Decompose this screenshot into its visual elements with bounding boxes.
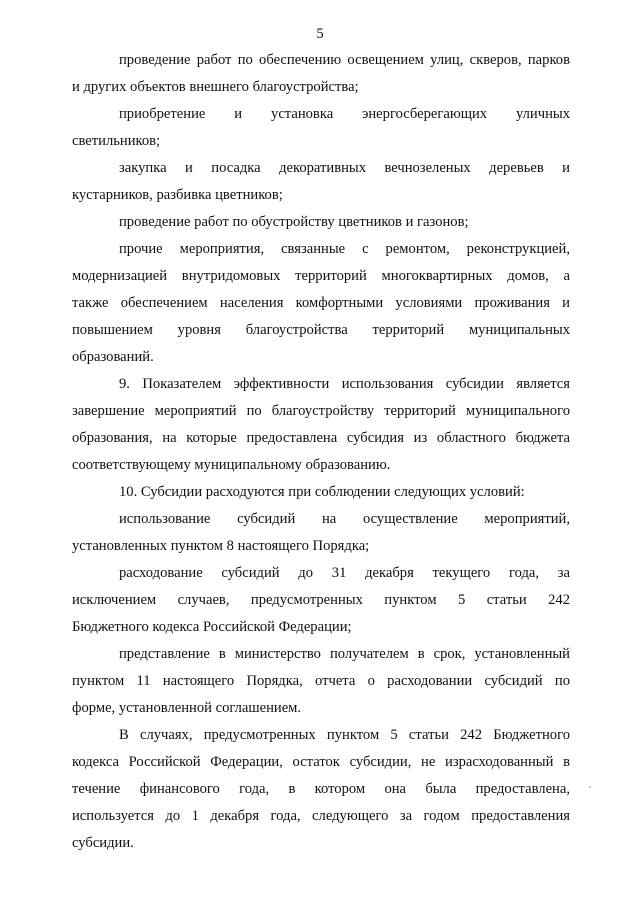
scan-speck <box>589 786 591 788</box>
paragraph-9-line-3: Бюджетного кодекса Российской Федерации; <box>72 619 352 635</box>
paragraph-4-line-1: проведение работ по обустройству цветников и газонов; <box>119 214 469 230</box>
paragraph-11-line-2: кодекса Российской Федерации, остаток субсидии, не израсходованный в <box>72 754 570 770</box>
paragraph-11-line-3: течение финансового года, в котором она была предоставлена, <box>72 781 570 797</box>
paragraph-10-line-1: представление в министерство получателем в срок, установленный <box>119 646 570 662</box>
page-number: 5 <box>316 26 324 42</box>
paragraph-3-line-2: кустарников, разбивка цветников; <box>72 187 283 203</box>
paragraph-11-line-1: В случаях, предусмотренных пунктом 5 статьи 242 Бюджетного <box>119 727 570 743</box>
paragraph-5-line-5: образований. <box>72 349 154 365</box>
paragraph-1-line-1: проведение работ по обеспечению освещением улиц, скверов, парков <box>119 52 570 68</box>
paragraph-11-line-4: используется до 1 декабря года, следующего за годом предоставления <box>72 808 570 824</box>
paragraph-6-line-3: образования, на которые предоставлена субсидия из областного бюджета <box>72 430 570 446</box>
paragraph-8-line-1: использование субсидий на осуществление мероприятий, <box>119 511 570 527</box>
paragraph-1-line-2: и других объектов внешнего благоустройства; <box>72 79 359 95</box>
paragraph-8-line-2: установленных пунктом 8 настоящего Порядка; <box>72 538 370 554</box>
paragraph-9-line-1: расходование субсидий до 31 декабря текущего года, за <box>119 565 570 581</box>
paragraph-5-line-3: также обеспечением населения комфортными условиями проживания и <box>72 295 570 311</box>
paragraph-6-line-4: соответствующему муниципальному образованию. <box>72 457 391 473</box>
paragraph-5-line-4: повышением уровня благоустройства территорий муниципальных <box>72 322 570 338</box>
paragraph-9-line-2: исключением случаев, предусмотренных пунктом 5 статьи 242 <box>72 592 570 608</box>
paragraph-10-line-2: пунктом 11 настоящего Порядка, отчета о расходовании субсидий по <box>72 673 570 689</box>
paragraph-6-line-1: 9. Показателем эффективности использования субсидии является <box>119 376 570 392</box>
paragraph-2-line-1: приобретение и установка энергосберегающих уличных <box>119 106 570 122</box>
paragraph-7-line-1: 10. Субсидии расходуются при соблюдении следующих условий: <box>119 484 525 500</box>
paragraph-5-line-1: прочие мероприятия, связанные с ремонтом, реконструкцией, <box>119 241 570 257</box>
paragraph-5-line-2: модернизацией внутридомовых территорий многоквартирных домов, а <box>72 268 570 284</box>
paragraph-6-line-2: завершение мероприятий по благоустройству территорий муниципального <box>72 403 570 419</box>
paragraph-2-line-2: светильников; <box>72 133 161 149</box>
paragraph-3-line-1: закупка и посадка декоративных вечнозеленых деревьев и <box>119 160 570 176</box>
paragraph-11-line-5: субсидии. <box>72 835 134 851</box>
paragraph-10-line-3: форме, установленной соглашением. <box>72 700 302 716</box>
